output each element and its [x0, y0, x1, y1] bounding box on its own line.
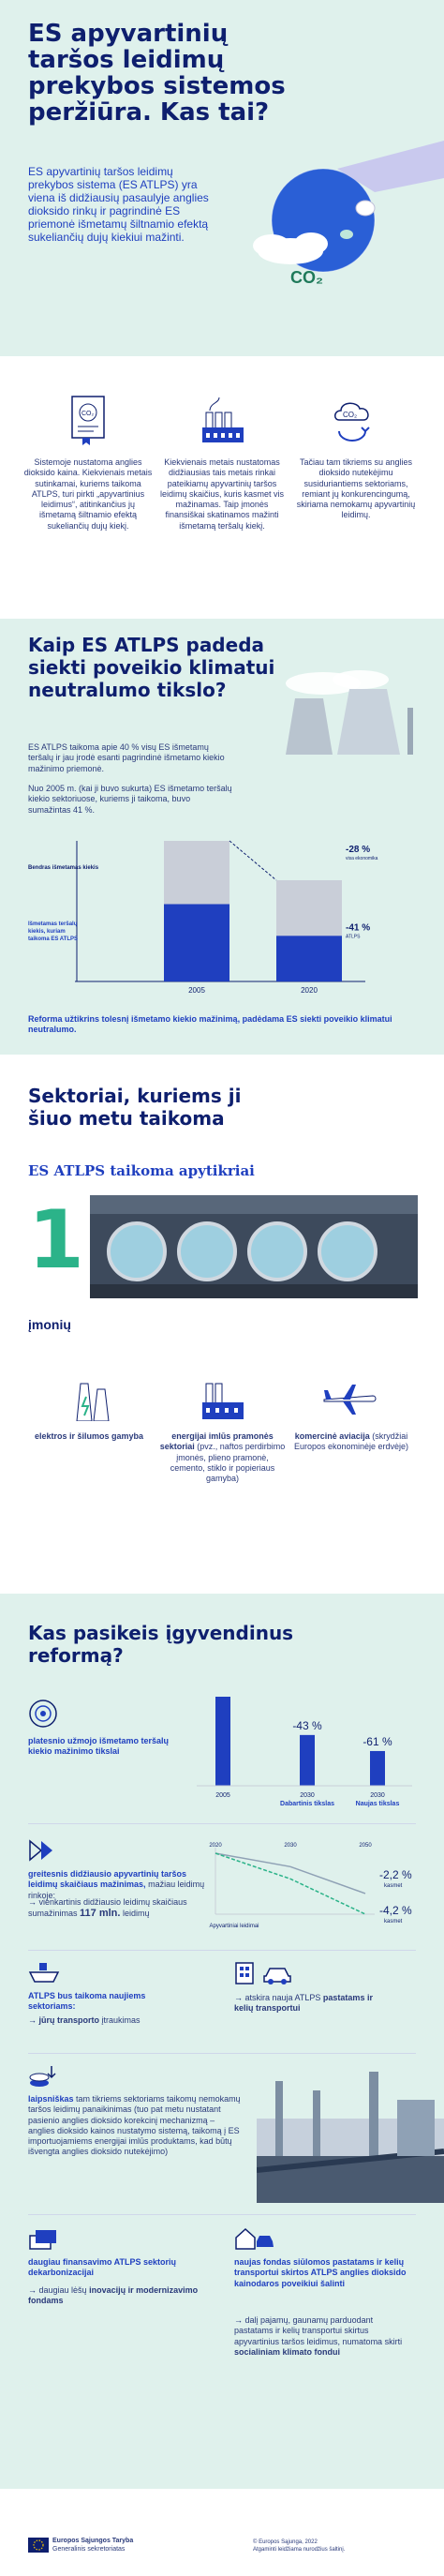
bar-target — [300, 1735, 315, 1786]
tick-label: 2020 — [301, 986, 318, 995]
footer-copyright — [253, 2539, 345, 2554]
section-title — [28, 1085, 241, 1130]
divider — [28, 1950, 416, 1951]
ship-icon — [28, 1961, 60, 1985]
intro-text: ES apyvartinių taršos leidimų prekybos sistema (ES ATLPS) yra viena iš didžiausių pasaulyje anglies dioksido rinkų ir pagrindinė ES priemonė išmetamų šiltnamio efektą sukeliančių dujų kiekiui mažinti. — [28, 165, 209, 244]
cap-sub-number: 117 mln. — [80, 1908, 121, 1920]
emissions-bar-chart — [28, 827, 403, 1005]
maritime-title: jūrų transporto — [38, 2015, 100, 2025]
eu-council-logo — [28, 2538, 49, 2553]
item-cap-sub: → vienkartinis didžiausio leidimų skaičiaus sumažinimas 117 mln. leidimų — [28, 1897, 187, 1920]
tick-label: 2030 — [284, 1843, 297, 1849]
item-new-sectors: ATLPS bus taikoma naujiems sektoriams: — [28, 1991, 146, 2012]
big-number: 1 — [28, 1193, 84, 1287]
factory-icon — [200, 1378, 245, 1421]
item-cap-detail: mažiau leidimų rinkoje: — [28, 1880, 205, 1900]
data-label: -4,2 % — [379, 1904, 412, 1917]
bar-target — [370, 1751, 385, 1786]
fast-forward-icon — [28, 1839, 56, 1862]
org-name: Europos Sąjungos Taryba — [52, 2538, 134, 2544]
target-icon — [28, 1699, 58, 1729]
features-section — [0, 356, 444, 619]
title-line: ES apyvartinių — [28, 20, 229, 48]
title-line: Kaip ES ATLPS padeda — [28, 634, 265, 656]
tick-label: 2005 — [188, 986, 205, 995]
title-line: Sektoriai, kuriems ji — [28, 1085, 242, 1107]
power-plant-icon — [69, 1378, 116, 1421]
climate-neutrality-section — [0, 619, 444, 1055]
new-fund-title: naujas fondas — [234, 2257, 291, 2267]
emissions-share-text: ES ATLPS taikoma apie 40 % visų ES išmetamų teršalų ir jau įrodė esanti pagrindinė išmetamo kiekio mažinimo priemonė. — [28, 742, 225, 773]
section-title — [28, 1622, 293, 1667]
series-label-total: Bendras išmetamas kiekis — [28, 865, 99, 871]
series-line — [215, 1853, 365, 1914]
maritime-detail: įtraukimas — [101, 2015, 141, 2025]
sector-energy: elektros ir šilumos gamyba — [34, 1431, 144, 1441]
data-label-total: -28 % — [346, 845, 371, 855]
sector-industry-detail: (pvz., naftos perdirbimo įmonės, plieno pramonė, cemento, stiklo ir popieriaus gamyba) — [170, 1442, 286, 1483]
separate-ets-text: atskira nauja ATLPS — [244, 1993, 321, 2002]
title-line: reformą? — [28, 1644, 124, 1667]
house-car-icon — [234, 2226, 275, 2251]
item-cap-title: greitesnis didžiausio apyvartinių taršos leidimų skaičiaus mažinimas, — [28, 1869, 187, 1890]
header-section — [0, 0, 444, 356]
copyright-line: © Europos Sąjunga, 2022 — [253, 2539, 318, 2545]
industrial-site-illustration — [257, 2062, 444, 2203]
svg-text:CO₂: CO₂ — [81, 411, 95, 417]
title-line: peržiūra. Kas tai? — [28, 98, 270, 127]
section-title — [28, 634, 274, 701]
cooling-towers-illustration — [267, 670, 444, 755]
social-fund-name: socialiniam klimato fondui — [234, 2346, 341, 2357]
data-label-ets-sub: ATLPS — [346, 934, 361, 940]
axis-label: Apyvartiniai leidimai — [209, 1924, 259, 1929]
trend-line — [229, 841, 276, 880]
airplane-icon — [320, 1383, 377, 1416]
factory-icon — [200, 394, 245, 446]
targets-bar-chart — [197, 1678, 422, 1819]
data-label-ets: -41 % — [346, 922, 371, 934]
sector-aviation-title: komercinė aviacija — [294, 1431, 370, 1441]
feature-text-2: Kiekvienais metais nustatomas didžiausias tais metais rinkai pateikiamų apyvartinių taršos leidimų skaičius, kuris kasmet vis mažinamas. Taip įmonės finansiškai skatinamos mažinti išmetamą teršalų kiekį. — [159, 457, 285, 531]
bar-ets — [164, 905, 229, 982]
item-targets: platesnio užmojo išmetamo teršalų kiekio mažinimo tikslai — [28, 1736, 170, 1757]
data-label-sub: kasmet — [384, 1883, 403, 1889]
data-label: -61 % — [363, 1734, 392, 1748]
coverage-subtitle: ES ATLPS taikoma apytikriai — [28, 1162, 255, 1179]
footer-org — [52, 2538, 133, 2554]
tick-label: 2030 — [370, 1792, 385, 1799]
item-cap-reduction — [28, 1869, 206, 1901]
funding-icon — [28, 2226, 58, 2251]
social-fund-text: dalį pajamų, gaunamų parduodant pastatams ir kelių transportui skirtus apyvartinius taršos leidimus, numatoma skirti — [234, 2315, 403, 2346]
divider — [28, 2214, 416, 2215]
new-fund-detail: siūlomos pastatams ir kelių transportui skirtos ATLPS anglies dioksido kainodaros poveikiui šalinti — [234, 2257, 407, 2288]
title-line: taršos leidimų — [28, 46, 225, 74]
data-label: -43 % — [292, 1718, 322, 1732]
car-icon — [262, 1965, 292, 1985]
funds-text: daugiau lėšų — [38, 2285, 87, 2295]
bar-ets — [276, 936, 342, 981]
cloud-co2-cycle-icon — [330, 394, 375, 446]
tick-label: 2005 — [215, 1792, 230, 1799]
series-label-ets: Išmetamas teršalų kiekis, kuriam taikoma ES ATLPS — [28, 921, 79, 942]
tick-label: 2050 — [359, 1843, 372, 1849]
cap-sub-text: vienkartinis didžiausio leidimų skaičiaus sumažinimas — [28, 1897, 187, 1919]
reform-section — [0, 1594, 444, 2489]
separate-ets-scope: pastatams ir kelių transportui — [234, 1993, 373, 2014]
sector-aviation-detail: (skrydžiai Europos ekonominėje erdvėje) — [293, 1431, 409, 1452]
item-new-fund — [234, 2257, 422, 2289]
item-maritime: → jūrų transporto įtraukimas — [28, 2015, 141, 2025]
tick-sublabel: Dabartinis tikslas — [280, 1801, 334, 1807]
cap-line-chart — [197, 1839, 422, 1942]
tick-label: 2030 — [300, 1792, 315, 1799]
divider — [28, 2053, 416, 2054]
co2-label: CO₂ — [290, 268, 323, 287]
title-line: prekybos sistemos — [28, 72, 286, 100]
funds-target: inovacijų ir modernizavimo fondams — [28, 2285, 199, 2306]
certificate-co2-icon — [69, 394, 107, 446]
feature-text-1: Sistemoje nustatoma anglies dioksido kaina. Kiekvienais metais sutinkamai, kuriems taikoma ATLPS, turi pirkti „apyvartinius leidimus“, atitinkančius jų išmetamą šiltnamio efektą sukeliančių dujų kiekį. — [23, 457, 153, 531]
hand-coin-illustration — [225, 141, 444, 319]
conclusion-text: Reforma užtikrins tolesnį išmetamo kiekio mažinimą, padėdama ES siekti poveikio klimatui neutralumo. — [28, 1014, 392, 1035]
feature-text-3: Tačiau tam tikriems su anglies dioksido nutekėjimu susiduriantiems sektoriams, remiant jų konkurencingumą, skiriama nemokamų apyvartinių leidimų. — [296, 457, 416, 520]
item-funds: → daugiau lėšų inovacijų ir modernizavimo fondams — [28, 2285, 199, 2306]
tick-sublabel: Naujas tikslas — [355, 1801, 400, 1807]
data-label-total-sub: visa ekonomika — [346, 856, 378, 861]
bar-target — [215, 1697, 230, 1786]
item-more-funding: daugiau finansavimo ATLPS sektorių dekarbonizacijai — [28, 2257, 177, 2278]
data-label: -2,2 % — [379, 1868, 412, 1881]
sectors-section — [0, 1055, 444, 1594]
footer — [0, 2489, 444, 2576]
series-line — [215, 1853, 365, 1894]
sector-aviation — [290, 1431, 412, 1453]
org-subname: Generalinis sekretoriatas — [52, 2545, 126, 2553]
data-label-sub: kasmet — [384, 1919, 403, 1925]
reduction-text: Nuo 2005 m. (kai ji buvo sukurta) ES išmetamo teršalų kiekio sektoriuose, kuriems ji taikoma, buvo sumažintas 41 %. — [28, 784, 232, 815]
tick-label: 2020 — [209, 1843, 222, 1849]
title-line: siekti poveikio klimatui — [28, 656, 275, 679]
title-line: Kas pasikeis įgyvendinus — [28, 1622, 294, 1644]
companies-label: įmonių — [28, 1317, 71, 1332]
coins-down-icon — [28, 2064, 56, 2089]
phaseout-detail: tam tikriems sektoriams taikomų nemokamų taršos leidimų panaikinimas (tuo pat metu nustatant pasienio anglies dioksido korekcinį mechanizmą – anglies dioksido kainos nustatymo sistemą, taikomą į ES importuojamiems energijai imlūs produktams, kad būtų išvengta anglies dioksido nutekėjimo) — [28, 2094, 241, 2157]
sector-industry-title: energijai imlūs pramonės sektoriai — [159, 1431, 274, 1452]
item-buildings-transport: → atskira nauja ATLPS pastatams ir kelių transportui — [234, 1993, 373, 2014]
divider — [28, 1823, 416, 1824]
item-social-fund: → dalį pajamų, gaunamų parduodant pastatams ir kelių transportui skirtus apyvartinius taršos leidimus, numatoma skirti socialiniam klimato fondui — [234, 2315, 403, 2357]
item-free-allowances — [28, 2094, 244, 2158]
title-line: neutralumo tikslo? — [28, 679, 227, 701]
industrial-plant-illustration — [90, 1195, 418, 1298]
cap-sub-unit: leidimų — [122, 1909, 150, 1919]
phaseout-title: laipsniškas — [28, 2094, 74, 2104]
sector-industry — [159, 1431, 286, 1484]
title-line: šiuo metu taikoma — [28, 1107, 225, 1130]
copyright-line: Atgaminti leidžiama nurodžius šaltinį. — [253, 2546, 346, 2553]
page-title — [28, 21, 286, 126]
svg-text:CO₂: CO₂ — [343, 411, 358, 419]
building-icon — [234, 1961, 255, 1985]
